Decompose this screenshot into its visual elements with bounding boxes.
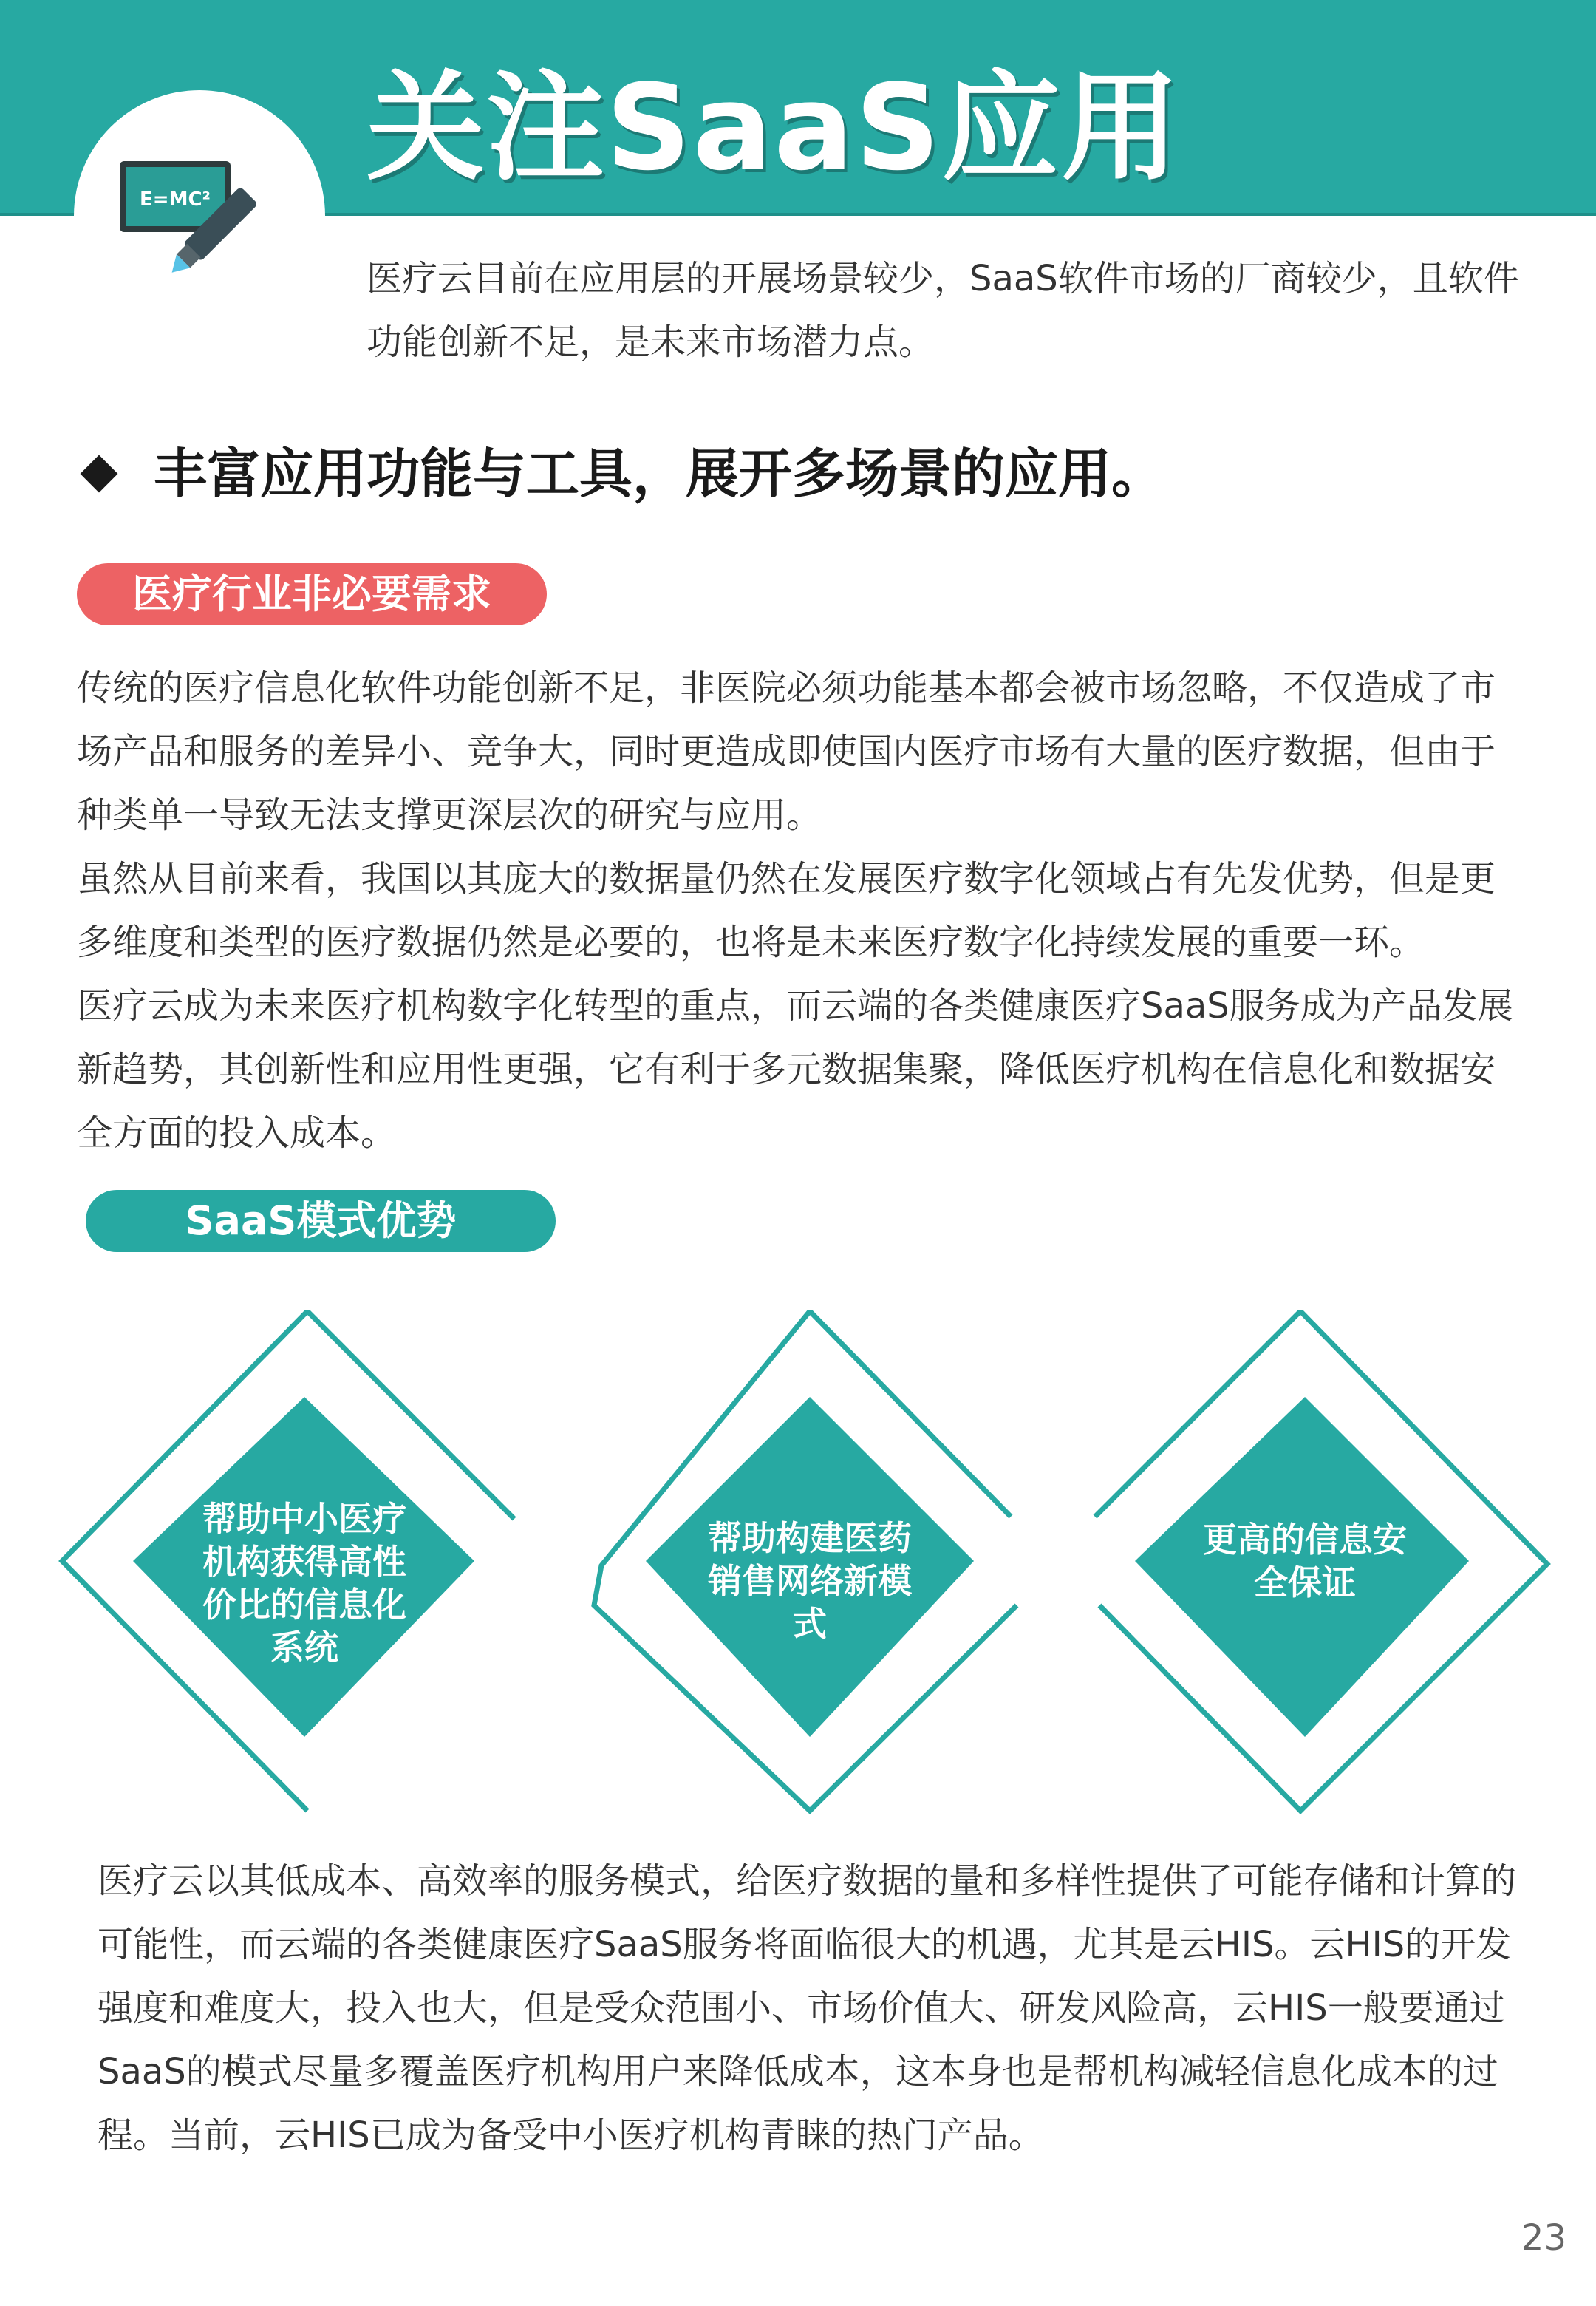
formula-board-icon: [111, 148, 303, 296]
paragraphs: [77, 656, 1525, 1165]
paragraph-2: 虽然从目前来看，我国以其庞大的数据量仍然在发展医疗数字化领域占有先发优势，但是更多维度和类型的医疗数据仍然是必要的，也将是未来医疗数字化持续发展的重要一环。: [77, 858, 1496, 963]
intro-text: 医疗云目前在应用层的开展场景较少，SaaS软件市场的厂商较少，且软件功能创新不足，是未来市场潜力点。: [366, 258, 1519, 363]
page-number: 23: [1521, 2217, 1566, 2259]
tag-saas-advantage: SaaS模式优势: [86, 1190, 556, 1252]
tag-non-essential: 医疗行业非必要需求: [77, 563, 547, 625]
advantage-1-label: 帮助中小医疗机构获得高性价比的信息化系统: [202, 1499, 406, 1667]
section-heading-text: 丰富应用功能与工具，展开多场景的应用。: [154, 443, 1165, 505]
advantage-3-label: 更高的信息安全保证: [1203, 1520, 1407, 1602]
paragraph-3: 医疗云成为未来医疗机构数字化转型的重点，而云端的各类健康医疗SaaS服务成为产品发展新趋势，其创新性和应用性更强，它有利于多元数据集聚，降低医疗机构在信息化和数据安全方面的投入成本。: [77, 985, 1513, 1154]
icon-formula-text: E=MC²: [140, 188, 211, 211]
section-heading: [86, 441, 1164, 507]
page-title: 关注SaaS应用: [366, 58, 1181, 197]
paragraph-1: 传统的医疗信息化软件功能创新不足，非医院必须功能基本都会被市场忽略，不仅造成了市场产品和服务的差异小、竞争大，同时更造成即使国内医疗市场有大量的医疗数据，但由于种类单一导致无法支撑更深层次的研究与应用。: [77, 667, 1496, 836]
advantage-2-label: 帮助构建医药销售网络新模式: [708, 1518, 912, 1644]
diamond-bullet-icon: [81, 455, 118, 493]
bottom-paragraph: 医疗云以其低成本、高效率的服务模式，给医疗数据的量和多样性提供了可能存储和计算的可能性，而云端的各类健康医疗SaaS服务将面临很大的机遇，尤其是云HIS。云HIS的开发强度和难度大，投入也大，但是受众范围小、市场价值大、研发风险高，云HIS一般要通过SaaS的模式尽量多覆盖医疗机构用户来降低成本，这本身也是帮机构减轻信息化成本的过程。当前，云HIS已成为备受中小医疗机构青睐的热门产品。: [98, 1860, 1517, 2156]
